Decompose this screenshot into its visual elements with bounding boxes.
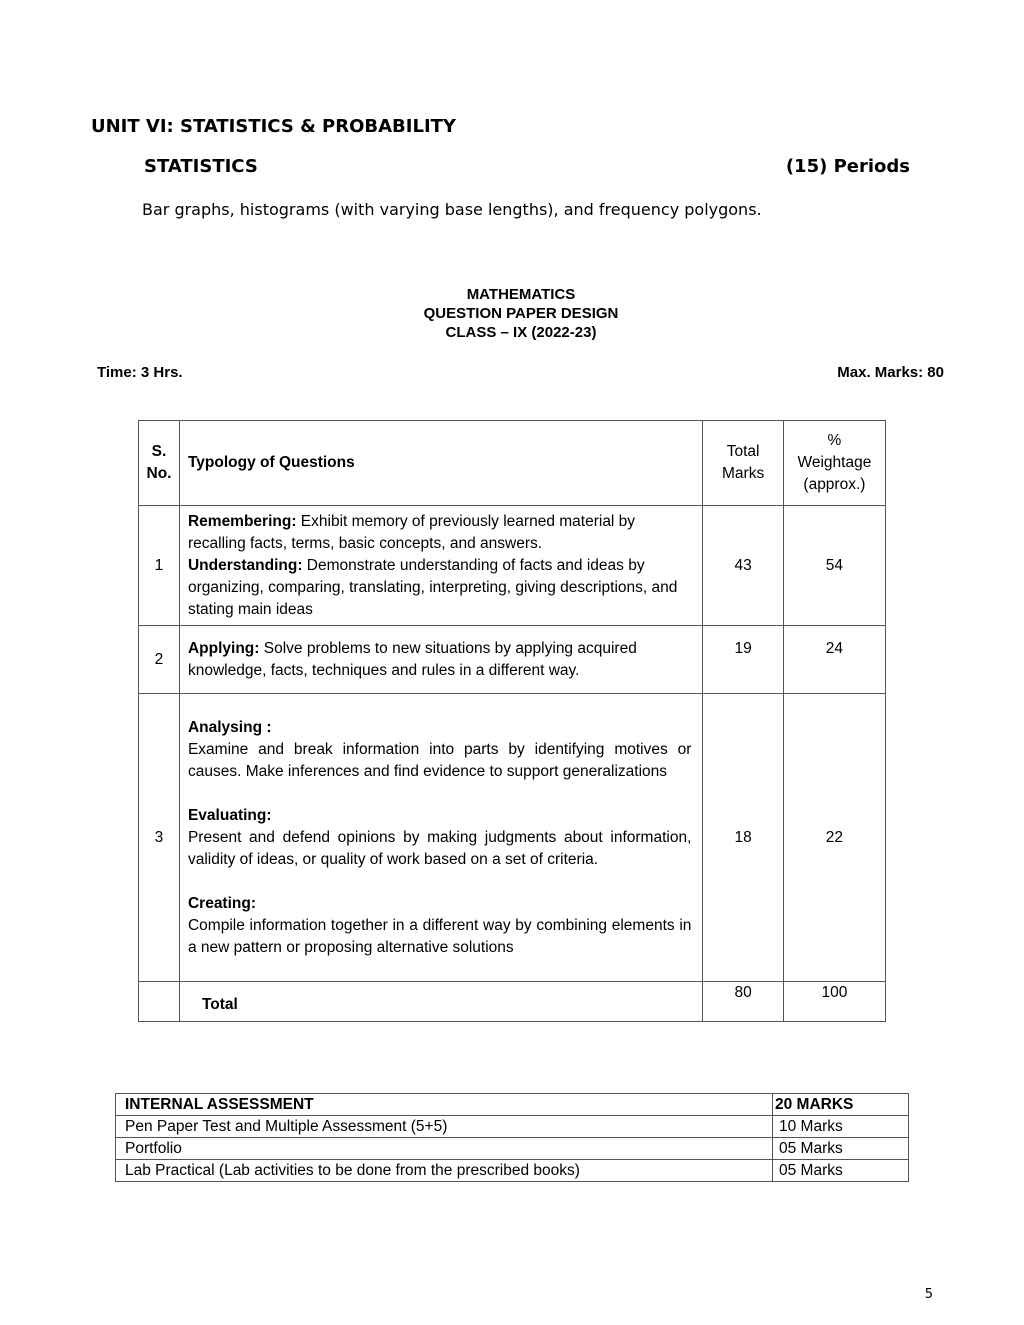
design-title: QUESTION PAPER DESIGN — [423, 305, 619, 322]
total-weight: 100 — [783, 982, 885, 1022]
ia-row-marks: 05 Marks — [773, 1138, 909, 1160]
row-weight: 22 — [783, 694, 885, 982]
ia-row-label: Lab Practical (Lab activities to be done from the prescribed books) — [116, 1160, 773, 1182]
label-remembering: Remembering: — [187, 512, 297, 530]
table-row — [116, 1116, 909, 1138]
text-remembering: Exhibit memory of previously learned material by recalling facts, terms, basic concepts, and answers. — [187, 512, 636, 552]
ia-header-row — [116, 1094, 909, 1116]
text-applying: Solve problems to new situations by applying acquired knowledge, facts, techniques and rules in a different way. — [187, 639, 637, 679]
page-number: 5 — [924, 1287, 933, 1302]
table-row — [139, 694, 886, 982]
table-row — [139, 626, 886, 694]
label-evaluating: Evaluating: — [187, 806, 272, 824]
ia-row-marks: 05 Marks — [773, 1160, 909, 1182]
row-total: 43 — [703, 506, 783, 626]
row-sno: 1 — [139, 506, 180, 626]
table-total-row — [139, 982, 886, 1022]
table-row — [139, 506, 886, 626]
ia-header-label: INTERNAL ASSESSMENT — [116, 1094, 773, 1116]
design-class: CLASS – IX (2022-23) — [445, 324, 597, 341]
header-typology: Typology of Questions — [179, 421, 702, 506]
header-weight-line3: (approx.) — [803, 476, 866, 493]
time-label: Time: 3 Hrs. — [97, 364, 183, 381]
total-sno-empty — [139, 982, 180, 1022]
ia-header-marks: 20 MARKS — [773, 1094, 909, 1116]
row-typology — [179, 506, 702, 626]
ia-row-label: Portfolio — [116, 1138, 773, 1160]
row-typology — [179, 626, 702, 694]
ia-row-marks: 10 Marks — [773, 1116, 909, 1138]
design-subject: MATHEMATICS — [466, 286, 576, 303]
unit-title: UNIT VI: STATISTICS & PROBABILITY — [91, 116, 456, 137]
row-typology — [179, 694, 702, 982]
row-weight: 54 — [783, 506, 885, 626]
label-analysing: Analysing : — [187, 718, 272, 736]
max-marks-label: Max. Marks: 80 — [837, 364, 944, 381]
header-weight-line2: Weightage — [797, 454, 872, 471]
header-sno-line1: S. — [151, 443, 167, 460]
row-total: 18 — [703, 694, 783, 982]
internal-assessment-table — [115, 1093, 909, 1182]
ia-row-label: Pen Paper Test and Multiple Assessment (5+5) — [116, 1116, 773, 1138]
row-total: 19 — [703, 626, 783, 694]
text-analysing: Examine and break information into parts by identifying motives or causes. Make inferences and find evidence to support generalizations — [187, 740, 692, 780]
table-row — [116, 1138, 909, 1160]
header-sno-line2: No. — [146, 465, 172, 482]
text-evaluating: Present and defend opinions by making judgments about information, validity of ideas, or quality of work based on a set of criteria. — [187, 828, 692, 868]
header-sno — [139, 421, 180, 506]
header-total-marks — [703, 421, 783, 506]
row-weight: 24 — [783, 626, 885, 694]
row-sno: 2 — [139, 626, 180, 694]
unit-topics: Bar graphs, histograms (with varying base lengths), and frequency polygons. — [142, 200, 762, 219]
table-header-row — [139, 421, 886, 506]
header-weightage — [783, 421, 885, 506]
periods-label: (15) Periods — [785, 156, 910, 177]
text-creating: Compile information together in a different way by combining elements in a new pattern or proposing alternative solutions — [187, 916, 692, 956]
header-total-line1: Total — [726, 443, 760, 460]
total-label: Total — [179, 982, 702, 1022]
total-marks: 80 — [703, 982, 783, 1022]
label-creating: Creating: — [187, 894, 257, 912]
unit-subtitle: STATISTICS — [144, 156, 258, 177]
header-weight-line1: % — [827, 432, 842, 449]
label-applying: Applying: — [187, 639, 260, 657]
question-paper-design-table — [138, 420, 886, 1022]
table-row — [116, 1160, 909, 1182]
row-sno: 3 — [139, 694, 180, 982]
text-understanding: Demonstrate understanding of facts and ideas by organizing, comparing, translating, interpreting, giving descriptions, and stating main ideas — [187, 556, 678, 618]
header-total-line2: Marks — [722, 465, 765, 482]
label-understanding: Understanding: — [187, 556, 303, 574]
